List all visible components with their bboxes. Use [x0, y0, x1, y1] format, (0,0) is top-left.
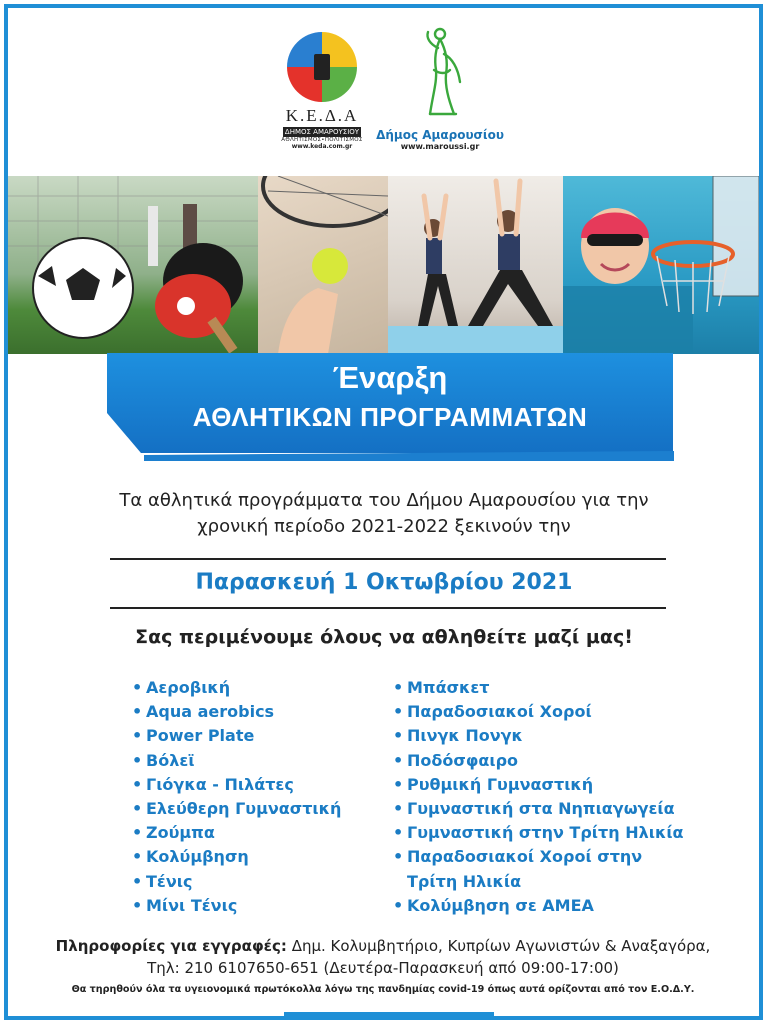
covid-note: Θα τηρηθούν όλα τα υγειονομικά πρωτόκολλα λόγω της πανδημίας covid-19 όπως αυτά ορίζονται από τον Ε.Ο.Δ.Υ.: [71, 984, 695, 995]
intro-line-1: Τα αθλητικά προγράμματα του Δήμου Αμαρουσίου για την: [119, 490, 649, 511]
registration-info: [24, 935, 742, 979]
keda-emblem: [287, 32, 357, 102]
list-item: • Βόλεϊ: [132, 750, 195, 770]
list-item: • Ζούμπα: [132, 823, 215, 843]
invite-text: Σας περιμένουμε όλους να αθληθείτε μαζί μας!: [135, 626, 633, 648]
info-address: Δημ. Κολυμβητήριο, Κυπρίων Αγωνιστών & Αναξαγόρα,: [286, 937, 711, 955]
list-item: • Μπάσκετ: [393, 678, 490, 697]
list-item: • Πινγκ Πονγκ: [393, 726, 523, 746]
sports-photo-collage: [8, 176, 759, 354]
list-item: • Power Plate: [132, 726, 255, 746]
swimming-basketball-photo: [563, 176, 759, 354]
list-item: • Τένις: [132, 871, 193, 891]
tennis-photo: [258, 176, 388, 354]
program-list-right: [393, 676, 693, 918]
program-list-left: [132, 676, 372, 918]
list-item-continued: Τρίτη Ηλικία: [407, 871, 522, 891]
keda-subtitle: ΔΗΜΟΣ ΑΜΑΡΟΥΣΙΟΥ: [284, 128, 360, 136]
statue-icon: [400, 24, 480, 120]
banner-title: Έναρξη: [332, 360, 448, 395]
divider-top: [110, 558, 666, 560]
list-item: • Ελεύθερη Γυμναστική: [132, 799, 342, 819]
keda-tagline: ΑΘΛΗΤΙΣΜΟΣ•ΠΟΛΙΤΙΣΜΟΣ: [281, 137, 363, 143]
list-item: • Γυμναστική στα Νηπιαγωγεία: [393, 799, 675, 819]
list-item: • Κολύμβηση σε ΑΜΕΑ: [393, 895, 594, 915]
list-item: • Μίνι Τένις: [132, 895, 238, 915]
bottom-accent-bar: [284, 1012, 494, 1020]
list-item: • Ρυθμική Γυμναστική: [393, 774, 594, 794]
divider-bottom: [110, 607, 666, 609]
intro-text: [44, 488, 724, 540]
yoga-photo: [388, 176, 563, 354]
football-photo: [8, 176, 258, 354]
poster: [4, 4, 763, 1020]
dimos-url: www.maroussi.gr: [400, 142, 480, 151]
intro-line-2: χρονική περίοδο 2021-2022 ξεκινούν την: [197, 516, 571, 537]
start-date: Παρασκευή 1 Οκτωβρίου 2021: [195, 570, 573, 595]
list-item: • Ποδόσφαιρο: [393, 750, 519, 770]
list-item: • Γυμναστική στην Τρίτη Ηλικία: [393, 823, 684, 843]
list-item: • Γιόγκα - Πιλάτες: [132, 774, 294, 794]
dimos-logo: [374, 24, 506, 151]
list-item: • Aqua aerobics: [132, 702, 275, 722]
banner-subtitle: ΑΘΛΗΤΙΚΩΝ ΠΡΟΓΡΑΜΜΑΤΩΝ: [192, 402, 588, 432]
keda-logo: [277, 32, 367, 150]
keda-name: Κ.Ε.Δ.Α: [285, 106, 359, 125]
dimos-name: Δήμος Αμαρουσίου: [376, 128, 504, 142]
list-item: • Κολύμβηση: [132, 847, 249, 867]
list-item: • Αεροβική: [132, 678, 231, 697]
list-item: • Παραδοσιακοί Χοροί στην: [393, 847, 643, 867]
info-label: Πληροφορίες για εγγραφές:: [55, 937, 287, 955]
info-phone: Τηλ: 210 6107650-651 (Δευτέρα-Παρασκευή από 09:00-17:00): [147, 959, 619, 977]
keda-url: www.keda.com.gr: [291, 143, 353, 150]
list-item: • Παραδοσιακοί Χοροί: [393, 702, 592, 722]
